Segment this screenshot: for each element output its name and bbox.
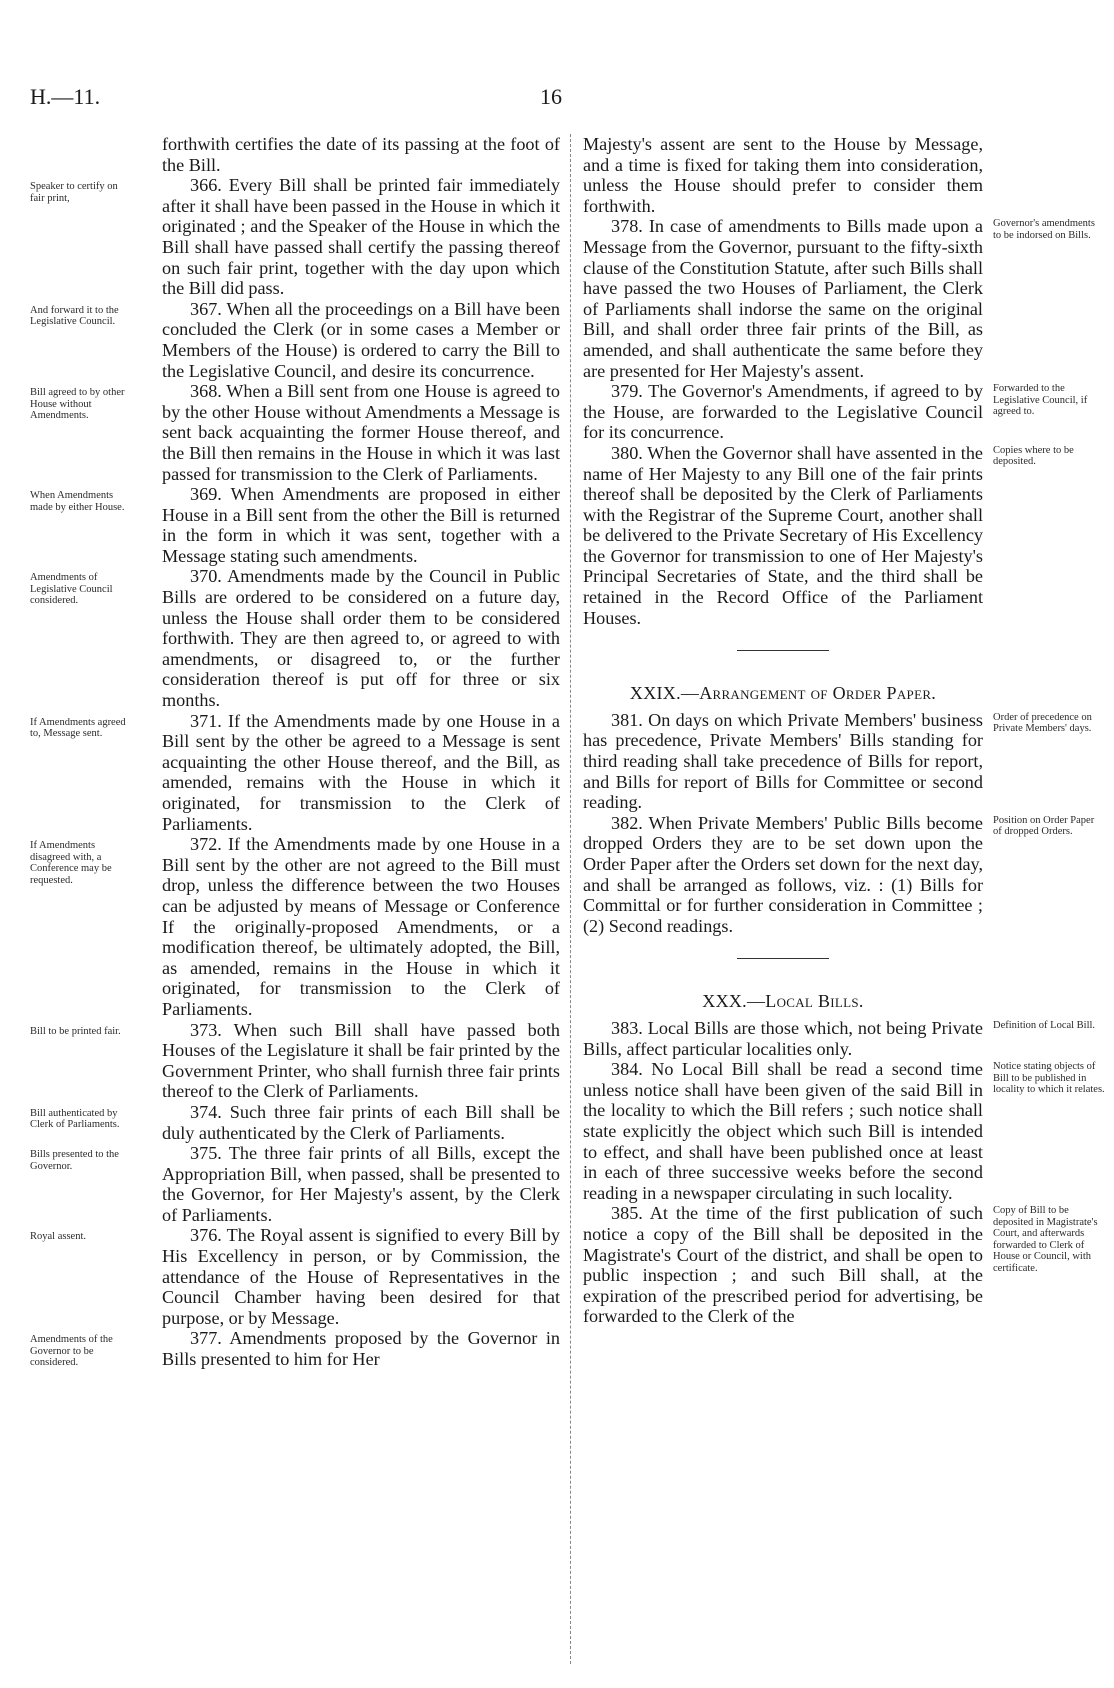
margin-note: Bill agreed to by other House without Amendments.: [30, 387, 125, 422]
paragraph: [162, 134, 560, 175]
paragraph-text: 366. Every Bill shall be printed fair immediately after it shall have been passed in the House in which it originated ; and the Speaker of the House in which the Bill shall have passed shall certify the passing thereof on such fair print, together with the day upon which the Bill did pass.: [162, 175, 560, 299]
paragraph: [30, 1101, 560, 1143]
paragraph-text: 367. When all the proceedings on a Bill have been concluded the Clerk (or in some cases a Member or Members of the House) is ordered to carry the Bill to the Legislative Council, and desire its concurrence.: [162, 298, 560, 381]
paragraph-text: 369. When Amendments are proposed in either House in a Bill sent from the other the Bill is returned in the form in which it was sent, together with a Message stating such amendments.: [162, 484, 560, 566]
paragraph: [583, 1059, 1105, 1203]
paragraph: [30, 484, 560, 566]
paragraph-text: 378. In case of amendments to Bills made upon a Message from the Governor, pursuant to the fifty-sixth clause of the Constitution Statute, after such Bills shall have passed the two Houses of Parliament, the Clerk of Parliaments shall indorse the same on the original Bill, and shall order three fair prints of the Bill, as amended, and shall authenticate the same before they are presented for Her Majesty's assent.: [583, 216, 983, 381]
paragraph: [583, 812, 1095, 937]
section-heading: [583, 991, 983, 1012]
paragraph: [583, 216, 1095, 381]
margin-note: Amendments of the Governor to be considered.: [30, 1334, 113, 1369]
column-divider: [570, 134, 571, 1664]
margin-note: Copy of Bill to be deposited in Magistrate's Court, and afterwards forwarded to Clerk of House or Council, with certificate.: [993, 1205, 1098, 1274]
paragraph-text: 374. Such three fair prints of each Bill shall be duly authenticated by the Clerk of Parliaments.: [162, 1101, 560, 1143]
right-column: [583, 134, 1105, 1327]
margin-note: Copies where to be deposited.: [993, 444, 1074, 468]
margin-note: Definition of Local Bill.: [993, 1019, 1096, 1031]
section-rule: [737, 958, 829, 959]
margin-note: And forward it to the Legislative Council.: [30, 304, 119, 328]
paragraph: [30, 1019, 560, 1102]
margin-note: When Amendments made by either House.: [30, 490, 125, 513]
section-number: XXIX.—: [629, 683, 700, 704]
paragraph: [30, 710, 560, 835]
margin-note: Order of precedence on Private Members' days.: [993, 711, 1092, 735]
paragraph: [583, 442, 1074, 628]
paragraph-text: 381. On days on which Private Members' business has precedence, Private Members' Bills standing for third reading shall take precedence of Bills for report, and Bills for report of Bills for Committee or second reading.: [583, 709, 983, 813]
margin-note: Governor's amendments to be indorsed on Bills.: [993, 218, 1095, 241]
margin-note: Amendments of Legislative Council considered.: [30, 572, 113, 607]
margin-note: If Amendments agreed to, Message sent.: [30, 716, 126, 740]
margin-note: Speaker to certify on fair print,: [30, 181, 118, 204]
paragraph-text: 372. If the Amendments made by one House in a Bill sent by the other are not agreed to the Bill must drop, unless the difference between the two Houses can be adjusted by means of Message or Conference If the originally-proposed Amendments, or a modification thereof, be ultimately adopted, the Bill, as amended, remains in the House in which it originated, for transmission to the Clerk of Parliaments.: [162, 834, 560, 1019]
margin-note: Bill authenticated by Clerk of Parliaments.: [30, 1107, 120, 1131]
margin-note: Bill to be printed fair.: [30, 1025, 121, 1037]
page-header-id: H.—11.: [30, 84, 101, 109]
paragraph: [30, 834, 560, 1019]
paragraph: [583, 134, 983, 216]
paragraph-text: Majesty's assent are sent to the House by Message, and a time is fixed for taking them into consideration, unless the House should prefer to consider them forthwith.: [583, 134, 983, 216]
paragraph: [30, 1225, 560, 1328]
paragraph-text: 370. Amendments made by the Council in Public Bills are ordered to be considered on a future day, unless the House shall order them to be considered forthwith. They are then agreed to, or agreed to with amendments, or disagreed to, or the further consideration thereof is put off for three or six months.: [162, 566, 560, 711]
paragraph-text: 377. Amendments proposed by the Governor in Bills presented to him for Her: [162, 1328, 560, 1370]
paragraph: [583, 709, 1092, 813]
paragraph-text: 384. No Local Bill shall be read a second time unless notice shall have been given of the said Bill in the locality to which the Bill refers ; such notice shall state explicitly the object which such Bill is intended to effect, and shall have been published once at least in each of three successive weeks before the second reading in a newspaper circulating in such locality.: [583, 1059, 983, 1203]
paragraph-text: 368. When a Bill sent from one House is agreed to by the other House without Amendments a Message is sent back acquainting the former House thereof, and the Bill then remains in the House in which it was last passed for transmission to the Clerk of Parliaments.: [162, 381, 560, 484]
paragraph: [30, 1328, 560, 1370]
section-title: Arrangement of Order Paper.: [699, 683, 937, 704]
margin-note: Royal assent.: [30, 1231, 86, 1243]
paragraph: [30, 298, 560, 381]
paragraph: [583, 381, 1088, 443]
paragraph-text: 383. Local Bills are those which, not being Private Bills, affect particular localities only.: [583, 1017, 983, 1059]
paragraph-text: forthwith certifies the date of its passing at the foot of the Bill.: [162, 134, 560, 175]
section-title: Local Bills.: [765, 991, 864, 1012]
margin-note: Bills presented to the Governor.: [30, 1149, 119, 1172]
paragraph-text: 373. When such Bill shall have passed both Houses of the Legislature it shall be fair printed by the Government Printer, who shall furnish three fair prints thereof to the Clerk of Parliaments.: [162, 1019, 560, 1102]
paragraph: [583, 1203, 1098, 1327]
paragraph-text: 376. The Royal assent is signified to every Bill by His Excellency in person, or by Commission, the attendance of the House of Representatives in the Council Chamber having been desired for that purpose, or by Message.: [162, 1225, 560, 1328]
paragraph-text: 385. At the time of the first publication of such notice a copy of the Bill shall be deposited in the Magistrate's Court of the district, and shall be open to public inspection ; and such Bill shall, at the expiration of the prescribed period for advertising, be forwarded to the Clerk of the: [583, 1203, 983, 1327]
section-rule: [737, 650, 829, 651]
margin-note: If Amendments disagreed with, a Conference may be requested.: [30, 840, 112, 886]
left-column: [30, 134, 560, 1370]
paragraph: [583, 1017, 1096, 1059]
paragraph-text: 382. When Private Members' Public Bills become dropped Orders they are to be set down upon the Order Paper after the Orders set down for the next day, and shall be arranged as follows, viz. : (1) Bills for Committal or for further consideration in Committee ; (2) Second readings.: [583, 812, 983, 936]
paragraph-text: 375. The three fair prints of all Bills, except the Appropriation Bill, when passed, shall be presented to the Governor, for Her Majesty's assent, by the Clerk of Parliaments.: [162, 1143, 560, 1225]
margin-note: Notice stating objects of Bill to be published in locality to which it relates.: [993, 1061, 1105, 1096]
section-number: XXX.—: [702, 991, 766, 1012]
paragraph: [30, 1143, 560, 1225]
paragraph: [30, 566, 560, 711]
page-number: 16: [540, 84, 562, 109]
paragraph-text: 371. If the Amendments made by one House in a Bill sent by the other be agreed to a Message is sent acquainting the other House thereof, and the Bill, as amended, remains with the House in which it originated, for transmission to the Clerk of Parliaments.: [162, 710, 560, 834]
margin-note: Position on Order Paper of dropped Orders.: [993, 814, 1095, 838]
paragraph-text: 379. The Governor's Amendments, if agreed to by the House, are forwarded to the Legislative Council for its concurrence.: [583, 381, 983, 443]
section-heading: [583, 683, 983, 704]
paragraph: [30, 175, 560, 299]
paragraph: [30, 381, 560, 484]
margin-note: Forwarded to the Legislative Council, if agreed to.: [993, 383, 1088, 418]
paragraph-text: 380. When the Governor shall have assented in the name of Her Majesty to any Bill one of the fair prints thereof shall be deposited by the Clerk of Parliaments with the Registrar of the Supreme Court, another shall be delivered to the Private Secretary of His Excellency the Governor for transmission to one of Her Majesty's Principal Secretaries of State, and the third shall be retained in the Record Office of the Parliament Houses.: [583, 442, 983, 628]
